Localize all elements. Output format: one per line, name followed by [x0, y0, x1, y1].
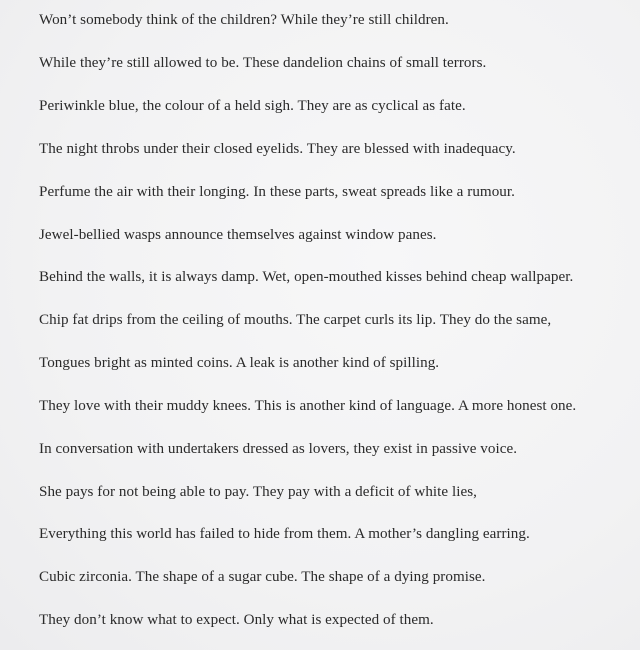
poem-line-7: Behind the walls, it is always damp. Wet, open-mouthed kisses behind cheap wallpaper.: [39, 269, 574, 285]
poem-line-1: Won’t somebody think of the children? While they’re still children.: [39, 12, 449, 28]
poem-line-9: Tongues bright as minted coins. A leak is another kind of spilling.: [39, 355, 440, 371]
poem-line-13: Everything this world has failed to hide from them. A mother’s dangling earring.: [39, 526, 530, 542]
poem-line-14: Cubic zirconia. The shape of a sugar cube. The shape of a dying promise.: [39, 569, 486, 585]
poem-line-3: Periwinkle blue, the colour of a held sigh. They are as cyclical as fate.: [39, 98, 466, 114]
poem-line-4: The night throbs under their closed eyelids. They are blessed with inadequacy.: [39, 141, 516, 157]
poem-line-6: Jewel-bellied wasps announce themselves against window panes.: [39, 227, 437, 243]
poem-line-8: Chip fat drips from the ceiling of mouths. The carpet curls its lip. They do the same,: [39, 312, 552, 328]
poem-line-12: She pays for not being able to pay. They pay with a deficit of white lies,: [39, 484, 477, 500]
poem-line-15: They don’t know what to expect. Only what is expected of them.: [39, 612, 434, 628]
poem-line-10: They love with their muddy knees. This is another kind of language. A more honest one.: [39, 398, 577, 414]
poem-line-11: In conversation with undertakers dressed as lovers, they exist in passive voice.: [39, 441, 518, 457]
poem-line-5: Perfume the air with their longing. In these parts, sweat spreads like a rumour.: [39, 184, 515, 200]
poem-line-2: While they’re still allowed to be. These dandelion chains of small terrors.: [39, 55, 487, 71]
